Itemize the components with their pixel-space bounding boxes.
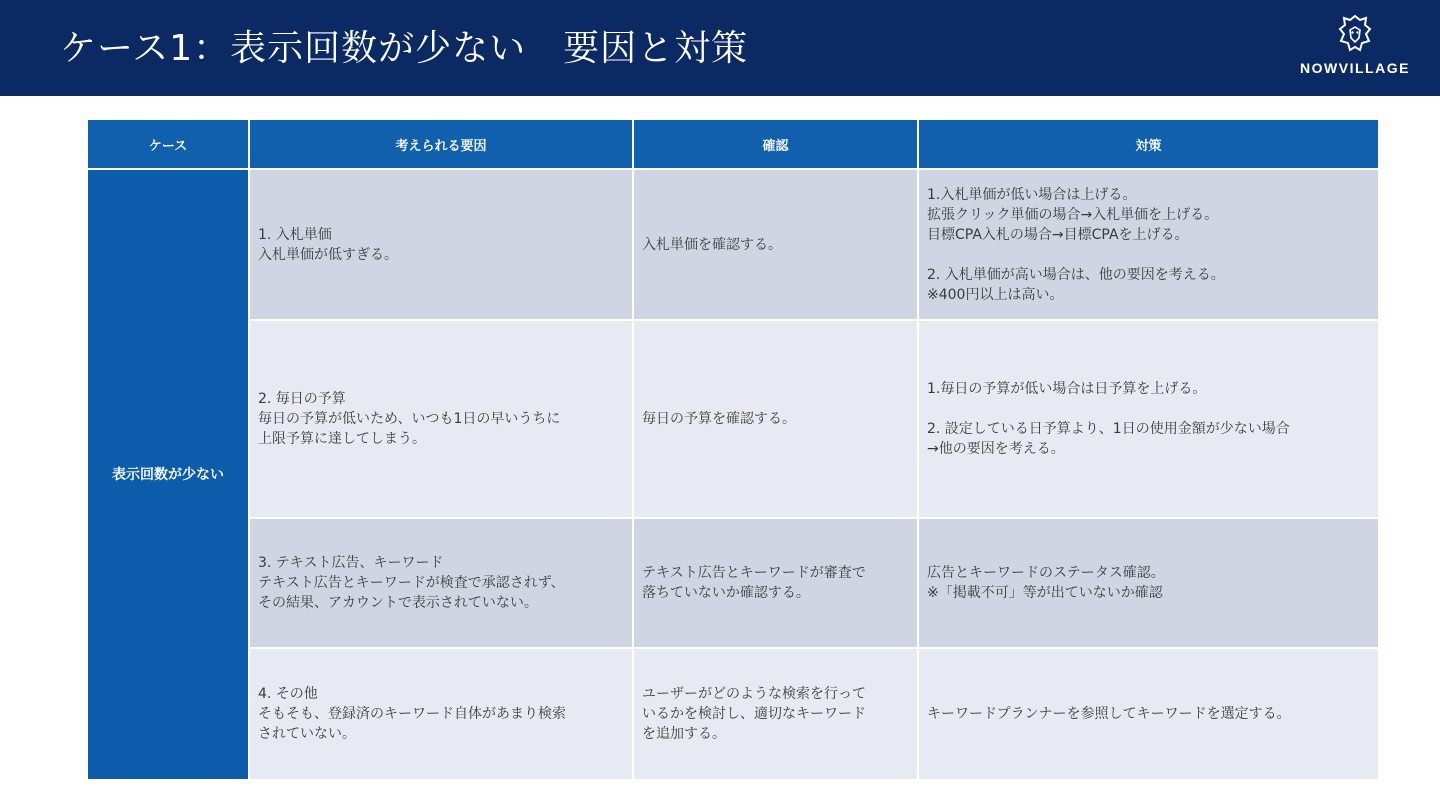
table-row — [87, 320, 1379, 518]
action-cell: キーワードプランナーを参照してキーワードを選定する。 — [918, 648, 1379, 780]
brand-name: NOWVILLAGE — [1300, 60, 1410, 76]
header-bar — [0, 0, 1440, 96]
case-cell: 表示回数が少ない — [87, 169, 249, 780]
brand-logo — [1290, 12, 1420, 84]
action-cell: 1.毎日の予算が低い場合は日予算を上げる。 2. 設定している日予算より、1日の使用金額が少ない場合 →他の要因を考える。 — [918, 320, 1379, 518]
check-cell: 毎日の予算を確認する。 — [633, 320, 918, 518]
check-cell: ユーザーがどのような検索を行って いるかを検討し、適切なキーワード を追加する。 — [633, 648, 918, 780]
lion-head-icon — [1338, 14, 1372, 54]
action-cell: 広告とキーワードのステータス確認。 ※「掲載不可」等が出ていないか確認 — [918, 518, 1379, 648]
cause-cell: 2. 毎日の予算 毎日の予算が低いため、いつも1日の早いうちに 上限予算に達してしまう。 — [249, 320, 633, 518]
table-header-row — [87, 119, 1379, 169]
cause-cell: 3. テキスト広告、キーワード テキスト広告とキーワードが検査で承認されず、 その結果、アカウントで表示されていない。 — [249, 518, 633, 648]
column-header-case: ケース — [87, 119, 249, 169]
table-row — [87, 169, 1379, 320]
check-cell: テキスト広告とキーワードが審査で 落ちていないか確認する。 — [633, 518, 918, 648]
cause-cell: 1. 入札単価 入札単価が低すぎる。 — [249, 169, 633, 320]
column-header-check: 確認 — [633, 119, 918, 169]
check-cell: 入札単価を確認する。 — [633, 169, 918, 320]
table-row — [87, 518, 1379, 648]
column-header-action: 対策 — [918, 119, 1379, 169]
table-row — [87, 648, 1379, 780]
factors-table — [86, 118, 1380, 781]
cause-cell: 4. その他 そもそも、登録済のキーワード自体があまり検索 されていない。 — [249, 648, 633, 780]
action-cell: 1.入札単価が低い場合は上げる。 拡張クリック単価の場合→入札単価を上げる。 目標CPA入札の場合→目標CPAを上げる。 2. 入札単価が高い場合は、他の要因を考える。 ※400円以上は高い。 — [918, 169, 1379, 320]
page-title: ケース1：表示回数が少ない 要因と対策 — [60, 28, 749, 69]
column-header-cause: 考えられる要因 — [249, 119, 633, 169]
